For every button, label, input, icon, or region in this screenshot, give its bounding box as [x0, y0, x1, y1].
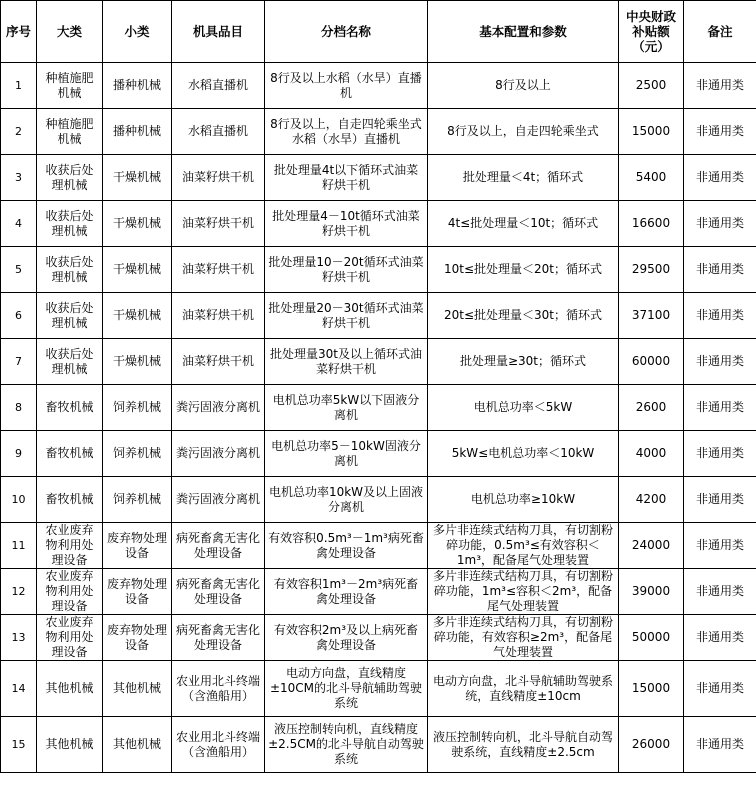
cell-grade: 电动方向盘，直线精度±10CM的北斗导航辅助驾驶系统: [265, 661, 428, 717]
cell-config: 批处理量≥30t；循环式: [428, 339, 619, 385]
cell-config: 电机总功率≥10kW: [428, 477, 619, 523]
cell-subcategory: 播种机械: [103, 63, 172, 109]
cell-category: 收获后处理机械: [37, 155, 103, 201]
cell-item: 病死畜禽无害化处理设备: [172, 615, 265, 661]
cell-note: 非通用类: [684, 385, 756, 431]
cell-subcategory: 干燥机械: [103, 247, 172, 293]
header-config: 基本配置和参数: [428, 1, 619, 63]
cell-config: 批处理量＜4t；循环式: [428, 155, 619, 201]
cell-category: 畜牧机械: [37, 477, 103, 523]
cell-note: 非通用类: [684, 201, 756, 247]
header-grade: 分档名称: [265, 1, 428, 63]
cell-category: 畜牧机械: [37, 431, 103, 477]
table-row: [1, 339, 756, 385]
cell-subsidy: 4200: [619, 477, 684, 523]
cell-grade: 电机总功率5－10kW固液分离机: [265, 431, 428, 477]
cell-config: 多片非连续式结构刀具，有切割粉碎功能，0.5m³≤有效容积＜1m³，配备尾气处理装置: [428, 523, 619, 569]
cell-category: 农业废弃物利用处理设备: [37, 523, 103, 569]
cell-category: 收获后处理机械: [37, 339, 103, 385]
cell-item: 病死畜禽无害化处理设备: [172, 569, 265, 615]
cell-subsidy: 5400: [619, 155, 684, 201]
cell-seq: 12: [1, 569, 37, 615]
header-subcategory: 小类: [103, 1, 172, 63]
cell-item: 水稻直播机: [172, 109, 265, 155]
cell-subcategory: 饲养机械: [103, 431, 172, 477]
cell-subcategory: 干燥机械: [103, 201, 172, 247]
cell-note: 非通用类: [684, 717, 756, 773]
table-row: [1, 63, 756, 109]
header-subsidy: [619, 1, 684, 63]
cell-seq: 3: [1, 155, 37, 201]
cell-subcategory: 废弃物处理设备: [103, 615, 172, 661]
cell-item: 粪污固液分离机: [172, 431, 265, 477]
cell-subcategory: 废弃物处理设备: [103, 523, 172, 569]
cell-item: 病死畜禽无害化处理设备: [172, 523, 265, 569]
cell-subcategory: 干燥机械: [103, 155, 172, 201]
table-row: [1, 661, 756, 717]
cell-subsidy: 15000: [619, 661, 684, 717]
cell-config: 20t≤批处理量＜30t；循环式: [428, 293, 619, 339]
cell-config: 5kW≤电机总功率＜10kW: [428, 431, 619, 477]
table-row: [1, 385, 756, 431]
cell-seq: 5: [1, 247, 37, 293]
cell-seq: 14: [1, 661, 37, 717]
cell-seq: 13: [1, 615, 37, 661]
cell-grade: 批处理量20－30t循环式油菜籽烘干机: [265, 293, 428, 339]
cell-seq: 10: [1, 477, 37, 523]
table-row: [1, 293, 756, 339]
cell-seq: 15: [1, 717, 37, 773]
cell-config: 多片非连续式结构刀具，有切割粉碎功能，有效容积≥2m³，配备尾气处理装置: [428, 615, 619, 661]
cell-subsidy: 60000: [619, 339, 684, 385]
cell-config: 液压控制转向机，北斗导航自动驾驶系统，直线精度±2.5cm: [428, 717, 619, 773]
cell-grade: 批处理量4t以下循环式油菜籽烘干机: [265, 155, 428, 201]
cell-note: 非通用类: [684, 615, 756, 661]
cell-seq: 7: [1, 339, 37, 385]
cell-grade: 有效容积0.5m³－1m³病死畜禽处理设备: [265, 523, 428, 569]
cell-config: 8行及以上，自走四轮乘坐式: [428, 109, 619, 155]
cell-item: 水稻直播机: [172, 63, 265, 109]
cell-subsidy: 15000: [619, 109, 684, 155]
cell-subcategory: 废弃物处理设备: [103, 569, 172, 615]
cell-seq: 1: [1, 63, 37, 109]
cell-note: 非通用类: [684, 339, 756, 385]
cell-category: 收获后处理机械: [37, 293, 103, 339]
table-row: [1, 569, 756, 615]
table-row: [1, 109, 756, 155]
cell-grade: 批处理量4－10t循环式油菜籽烘干机: [265, 201, 428, 247]
cell-subcategory: 干燥机械: [103, 339, 172, 385]
cell-subcategory: 干燥机械: [103, 293, 172, 339]
header-note: 备注: [684, 1, 756, 63]
cell-grade: 有效容积1m³－2m³病死畜禽处理设备: [265, 569, 428, 615]
cell-config: 电动方向盘，北斗导航辅助驾驶系统，直线精度±10cm: [428, 661, 619, 717]
cell-category: 农业废弃物利用处理设备: [37, 569, 103, 615]
table-row: [1, 523, 756, 569]
cell-config: 10t≤批处理量＜20t；循环式: [428, 247, 619, 293]
cell-subcategory: 其他机械: [103, 661, 172, 717]
cell-item: 油菜籽烘干机: [172, 155, 265, 201]
table-row: [1, 155, 756, 201]
cell-category: 种植施肥机械: [37, 109, 103, 155]
cell-grade: 电机总功率5kW以下固液分离机: [265, 385, 428, 431]
cell-note: 非通用类: [684, 477, 756, 523]
cell-grade: 8行及以上，自走四轮乘坐式水稻（水旱）直播机: [265, 109, 428, 155]
header-subsidy-line2: 补贴额: [632, 24, 670, 39]
cell-note: 非通用类: [684, 247, 756, 293]
cell-seq: 9: [1, 431, 37, 477]
cell-item: 油菜籽烘干机: [172, 339, 265, 385]
cell-config: 电机总功率＜5kW: [428, 385, 619, 431]
cell-subsidy: 29500: [619, 247, 684, 293]
cell-grade: 电机总功率10kW及以上固液分离机: [265, 477, 428, 523]
cell-note: 非通用类: [684, 155, 756, 201]
cell-config: 8行及以上: [428, 63, 619, 109]
cell-note: 非通用类: [684, 293, 756, 339]
header-item: 机具品目: [172, 1, 265, 63]
cell-subsidy: 50000: [619, 615, 684, 661]
cell-seq: 6: [1, 293, 37, 339]
cell-category: 收获后处理机械: [37, 247, 103, 293]
cell-subcategory: 其他机械: [103, 717, 172, 773]
cell-subsidy: 2500: [619, 63, 684, 109]
header-row: [1, 1, 756, 63]
cell-subcategory: 饲养机械: [103, 477, 172, 523]
cell-grade: 液压控制转向机，直线精度±2.5CM的北斗导航自动驾驶系统: [265, 717, 428, 773]
cell-note: 非通用类: [684, 523, 756, 569]
cell-item: 农业用北斗终端（含渔船用）: [172, 717, 265, 773]
table-row: [1, 477, 756, 523]
cell-category: 收获后处理机械: [37, 201, 103, 247]
cell-category: 农业废弃物利用处理设备: [37, 615, 103, 661]
cell-subsidy: 26000: [619, 717, 684, 773]
cell-item: 油菜籽烘干机: [172, 247, 265, 293]
cell-seq: 4: [1, 201, 37, 247]
table-row: [1, 615, 756, 661]
cell-note: 非通用类: [684, 661, 756, 717]
cell-item: 农业用北斗终端（含渔船用）: [172, 661, 265, 717]
cell-subsidy: 4000: [619, 431, 684, 477]
cell-config: 多片非连续式结构刀具，有切割粉碎功能，1m³≤容积＜2m³，配备尾气处理装置: [428, 569, 619, 615]
cell-category: 其他机械: [37, 717, 103, 773]
cell-grade: 有效容积2m³及以上病死畜禽处理设备: [265, 615, 428, 661]
cell-note: 非通用类: [684, 569, 756, 615]
cell-grade: 批处理量10－20t循环式油菜籽烘干机: [265, 247, 428, 293]
cell-note: 非通用类: [684, 63, 756, 109]
table-row: [1, 247, 756, 293]
cell-subsidy: 39000: [619, 569, 684, 615]
table-row: [1, 717, 756, 773]
cell-category: 畜牧机械: [37, 385, 103, 431]
header-subsidy-line3: （元）: [632, 39, 670, 54]
cell-item: 粪污固液分离机: [172, 477, 265, 523]
cell-subcategory: 播种机械: [103, 109, 172, 155]
cell-subcategory: 饲养机械: [103, 385, 172, 431]
cell-seq: 8: [1, 385, 37, 431]
table-row: [1, 431, 756, 477]
cell-grade: 批处理量30t及以上循环式油菜籽烘干机: [265, 339, 428, 385]
header-seq: 序号: [1, 1, 37, 63]
cell-item: 油菜籽烘干机: [172, 293, 265, 339]
cell-seq: 2: [1, 109, 37, 155]
cell-note: 非通用类: [684, 109, 756, 155]
cell-subsidy: 16600: [619, 201, 684, 247]
cell-subsidy: 24000: [619, 523, 684, 569]
cell-item: 粪污固液分离机: [172, 385, 265, 431]
header-category: 大类: [37, 1, 103, 63]
cell-category: 种植施肥机械: [37, 63, 103, 109]
cell-category: 其他机械: [37, 661, 103, 717]
cell-seq: 11: [1, 523, 37, 569]
cell-subsidy: 2600: [619, 385, 684, 431]
cell-note: 非通用类: [684, 431, 756, 477]
cell-grade: 8行及以上水稻（水旱）直播机: [265, 63, 428, 109]
header-subsidy-line1: 中央财政: [625, 9, 676, 24]
cell-item: 油菜籽烘干机: [172, 201, 265, 247]
table-row: [1, 201, 756, 247]
cell-subsidy: 37100: [619, 293, 684, 339]
cell-config: 4t≤批处理量＜10t；循环式: [428, 201, 619, 247]
